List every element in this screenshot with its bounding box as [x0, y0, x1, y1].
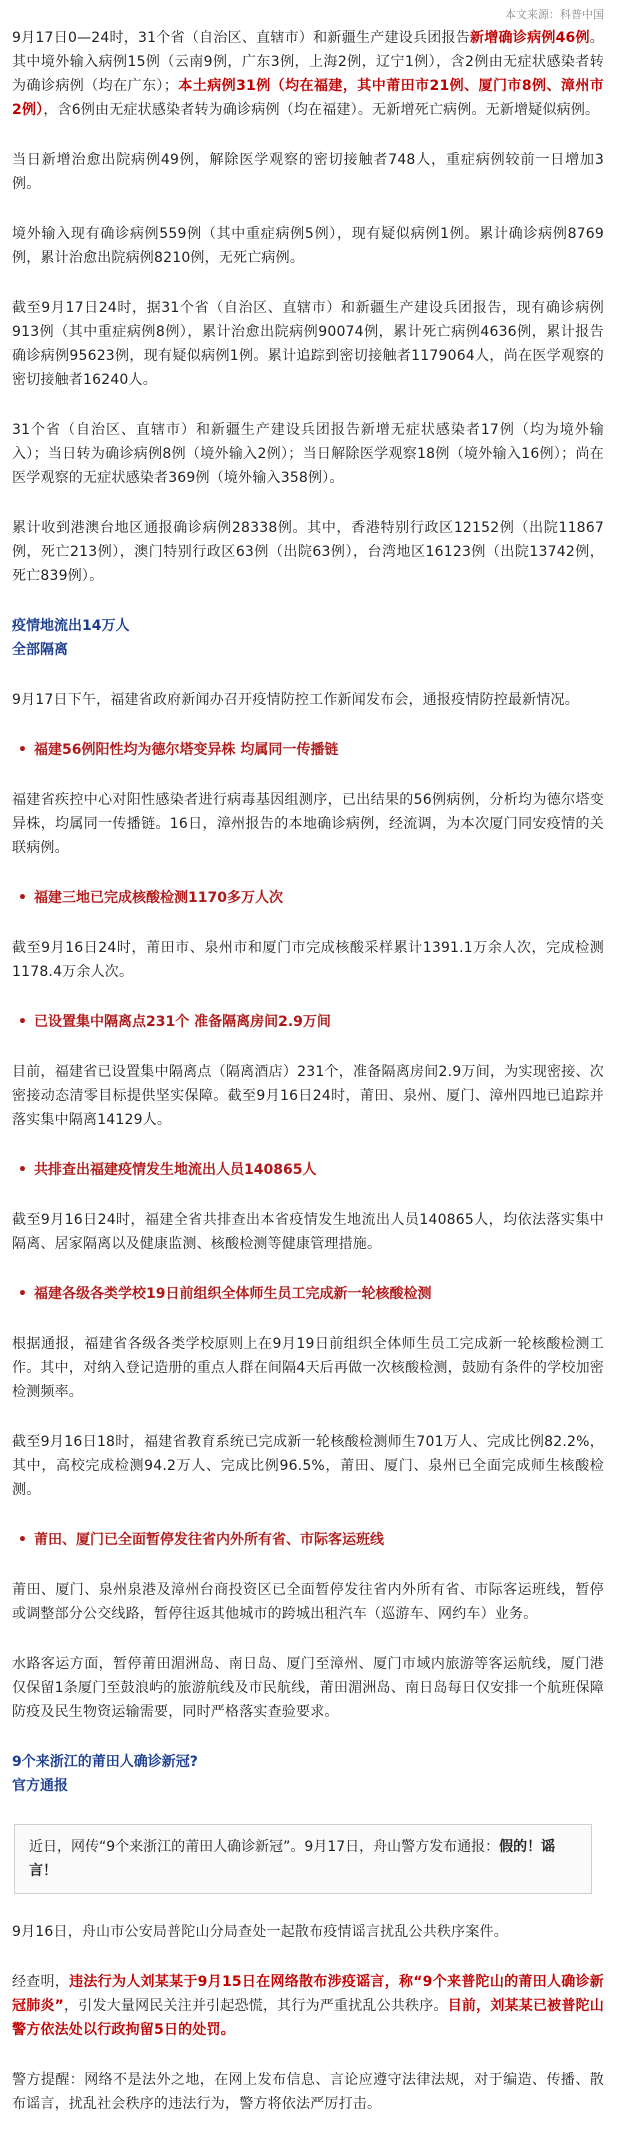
bullet-heading: [12, 1010, 604, 1034]
paragraph-school-progress: 截至9月16日18时，福建省教育系统已完成新一轮核酸检测师生701万人、完成比例82.2%，其中，高校完成检测94.2万人、完成比例96.5%，莆田、厦门、泉州已全面完成师生核酸检测。: [12, 1434, 604, 1498]
section-title-line: 9个来浙江的莆田人确诊新冠?: [12, 1754, 198, 1770]
paragraph-testing: 截至9月16日24时，莆田市、泉州市和厦门市完成核酸采样累计1391.1万余人次，完成检测1178.4万余人次。: [12, 940, 604, 980]
paragraph-sequencing: 福建省疾控中心对阳性感染者进行病毒基因组测序，已出结果的56例病例，分析均为德尔塔变异株，均属同一传播链。16日，漳州报告的本地确诊病例，经流调，为本次厦门同安疫情的关联病例。: [12, 792, 604, 856]
text: ，含6例由无症状感染者转为确诊病例（均在福建）。无新增死亡病例。无新增疑似病例。: [43, 102, 600, 118]
paragraph-isolation: 目前，福建省已设置集中隔离点（隔离酒店）231个，准备隔离房间2.9万间，为实现密接、次密接动态清零目标提供坚实保障。截至9月16日24时，莆田、泉州、厦门、漳州四地已追踪并落实集中隔离14129人。: [12, 1064, 604, 1128]
source-credit: 本文来源：科普中国: [505, 8, 604, 21]
paragraph-case: 9月16日，舟山市公安局普陀山分局查处一起散布疫情谣言扰乱公共秩序案件。: [12, 1924, 508, 1940]
paragraph-hk-macao-taiwan: 累计收到港澳台地区通报确诊病例28338例。其中，香港特别行政区12152例（出院11867例，死亡213例），澳门特别行政区63例（出院63例），台湾地区16123例（出院13742例，死亡839例）。: [12, 520, 604, 584]
quote-box: [14, 1824, 592, 1894]
paragraph-outflow: 截至9月16日24时，福建全省共排查出本省疫情发生地流出人员140865人，均依法落实集中隔离、居家隔离以及健康监测、核酸检测等健康管理措施。: [12, 1212, 604, 1252]
bullet-icon: •: [18, 1532, 27, 1548]
quote-text: 近日，网传“9个来浙江的莆田人确诊新冠”。9月17日，舟山警方发布通报：: [29, 1839, 500, 1855]
highlight-new-cases: 新增确诊病例46例: [470, 30, 590, 46]
paragraph-police-reminder: 警方提醒：网络不是法外之地，在网上发布信息、言论应遵守法律法规，对于编造、传播、散布谣言，扰乱社会秩序的违法行为，警方将依法严厉打击。: [12, 2072, 604, 2112]
bullet-heading-text: 福建三地已完成核酸检测1170多万人次: [34, 890, 283, 906]
bullet-heading: [12, 886, 604, 910]
bullet-icon: •: [18, 742, 27, 758]
section-title-rumor: [12, 1750, 604, 1798]
section-title-outflow: [12, 614, 604, 662]
paragraph-waterway: 水路客运方面，暂停莆田湄洲岛、南日岛、厦门至漳州、厦门市域内旅游等客运航线，厦门港仅保留1条厦门至鼓浪屿的旅游航线及市民航线，莆田湄洲岛、南日岛每日仅安排一个航班保障防疫及民生物资运输需要，同时严格落实查验要求。: [12, 1656, 604, 1720]
text: 9月17日0—24时，31个省（自治区、直辖市）和新疆生产建设兵团报告: [12, 30, 471, 46]
section-title-line: 官方通报: [12, 1778, 68, 1794]
paragraph-schools: 根据通报，福建省各级各类学校原则上在9月19日前组织全体师生员工完成新一轮核酸检测工作。其中，对纳入登记造册的重点人群在间隔4天后再做一次核酸检测，鼓励有条件的学校加密检测频率。: [12, 1336, 604, 1400]
text: 经查明，: [12, 1974, 70, 1990]
highlight-offender: 违法行为人刘某某于9月15日在网络散布涉疫谣言，称“9个来普陀山的莆田人确诊新冠肺炎”: [12, 1974, 604, 2014]
bullet-icon: •: [18, 1162, 27, 1178]
bullet-heading-text: 莆田、厦门已全面暂停发往省内外所有省、市际客运班线: [34, 1532, 384, 1548]
bullet-icon: •: [18, 1014, 27, 1030]
paragraph-cumulative: 截至9月17日24时，据31个省（自治区、直辖市）和新疆生产建设兵团报告，现有确诊病例913例（其中重症病例8例），累计治愈出院病例90074例，累计死亡病例4636例，累计报告确诊病例95623例，现有疑似病例1例。累计追踪到密切接触者1179064人，尚在医学观察的密切接触者16240人。: [12, 300, 604, 388]
bullet-heading: [12, 1282, 604, 1306]
bullet-icon: •: [18, 890, 27, 906]
bullet-heading-text: 福建各级各类学校19日前组织全体师生员工完成新一轮核酸检测: [34, 1286, 432, 1302]
paragraph-press-conference: 9月17日下午，福建省政府新闻办召开疫情防控工作新闻发布会，通报疫情防控最新情况。: [12, 692, 579, 708]
paragraph-daily-report: [12, 26, 604, 122]
bullet-heading: [12, 1528, 604, 1552]
bullet-heading: [12, 738, 604, 762]
paragraph-recoveries: 当日新增治愈出院病例49例，解除医学观察的密切接触者748人，重症病例较前一日增加3例。: [12, 152, 604, 192]
text: 。其中境外输入病例15例（云南9例，广东3例，上海2例，辽宁1例），含2例由无症状感染者转为确诊病例（均在广东）；: [12, 30, 604, 94]
bullet-heading: [12, 1158, 604, 1182]
quote-highlight: 假的！谣言！: [29, 1839, 556, 1879]
highlight-local-cases: 本土病例31例（均在福建，其中莆田市21例、厦门市8例、漳州市2例）: [12, 78, 605, 118]
paragraph-investigation: [12, 1970, 604, 2042]
bullet-heading-text: 已设置集中隔离点231个 准备隔离房间2.9万间: [34, 1014, 331, 1030]
section-title-line: 全部隔离: [12, 642, 68, 658]
paragraph-asymptomatic: 31个省（自治区、直辖市）和新疆生产建设兵团报告新增无症状感染者17例（均为境外输入）；当日转为确诊病例8例（境外输入2例）；当日解除医学观察18例（境外输入16例）；尚在医学观察的无症状感染者369例（境外输入358例）。: [12, 422, 604, 486]
bullet-heading-text: 福建56例阳性均为德尔塔变异株 均属同一传播链: [34, 742, 339, 758]
text: ，引发大量网民关注并引起恐慌，其行为严重扰乱公共秩序。: [64, 1998, 448, 2014]
bullet-heading-text: 共排查出福建疫情发生地流出人员140865人: [34, 1162, 317, 1178]
highlight-penalty: 目前，刘某某已被普陀山警方依法处以行政拘留5日的处罚。: [12, 1998, 604, 2038]
paragraph-transport: 莆田、厦门、泉州泉港及漳州台商投资区已全面暂停发往省内外所有省、市际客运班线，暂停或调整部分公交线路，暂停往返其他城市的跨城出租汽车（巡游车、网约车）业务。: [12, 1582, 604, 1622]
paragraph-imported: 境外输入现有确诊病例559例（其中重症病例5例），现有疑似病例1例。累计确诊病例8769例，累计治愈出院病例8210例，无死亡病例。: [12, 226, 604, 266]
section-title-line: 疫情地流出14万人: [12, 618, 130, 634]
bullet-icon: •: [18, 1286, 27, 1302]
